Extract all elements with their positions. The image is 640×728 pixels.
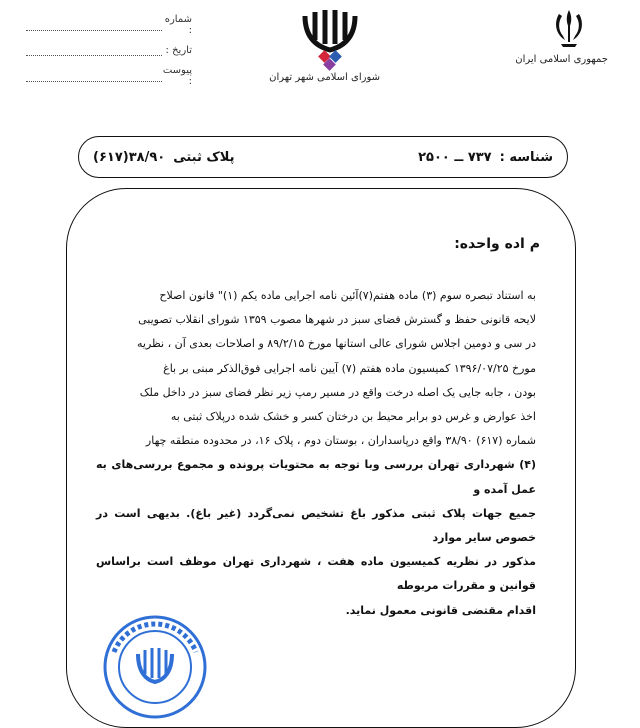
iran-emblem	[515, 6, 608, 76]
body-line: اخذ عوارض و غرس دو برابر محیط بن درختان کسر و خشک شده درپلاک ثبتی به	[170, 410, 536, 424]
meta-number-field	[26, 20, 162, 31]
document-heading: م اده واحده:	[454, 236, 540, 252]
plate-value: ۳۸/۹۰(۶۱۷)	[93, 149, 166, 165]
iran-emblem-icon	[549, 6, 589, 50]
meta-number-label: شماره :	[164, 14, 192, 36]
body-line-bold: جمیع جهات پلاک ثبتی مذکور باغ تشخیص نمی‌گردد (غیر باغ). بدیهی است در خصوص سایر موارد	[96, 506, 536, 545]
meta-date-field	[26, 45, 162, 56]
plate-group	[93, 150, 234, 165]
body-line: لایحه قانونی حفظ و گسترش فضای سبز در شهرها مصوب ۱۳۵۹ شورای انقلاب تصویبی	[138, 313, 536, 327]
tehran-council-logo-icon	[285, 6, 375, 72]
plate-label: پلاک ثبتی	[173, 149, 235, 165]
emblem-caption: جمهوری اسلامی ایران	[515, 54, 608, 65]
meta-number	[22, 14, 192, 36]
meta-attachment-label: پیوست :	[162, 65, 192, 87]
body-line-bold: (۴) شهرداری تهران بررسی وبا توجه به محتویات پرونده و مجموع بررسی‌های به عمل آمده و	[96, 458, 536, 496]
body-line: در سی و دومین اجلاس شورای عالی استانها مورخ ۸۹/۲/۱۵ و اصلاحات بعدی آن ، نظریه	[136, 337, 536, 351]
meta-attachment	[22, 65, 192, 87]
council-stamp	[100, 612, 210, 722]
body-line: شماره (۶۱۷) ۳۸/۹۰ واقع درپاسداران ، بوستان دوم ، پلاک ۱۶، در محدوده منطقه چهار	[145, 434, 536, 448]
body-line: به استناد تبصره سوم (۳) ماده هفتم(۷)آئین نامه اجرایی ماده یکم (۱)" قانون اصلاح	[159, 289, 536, 302]
meta-attachment-field	[26, 71, 162, 82]
body-line: مورخ ۱۳۹۶/۰۷/۲۵ کمیسیون ماده هفتم (۷) آیین نامه اجرایی فوق‌الذکر مبنی بر باغ	[163, 361, 536, 375]
council-stamp-icon	[100, 612, 210, 722]
id-bar	[78, 136, 568, 178]
council-caption: شورای اسلامی شهر تهران	[269, 72, 380, 83]
tehran-council-logo	[269, 6, 380, 96]
body-line-bold: مذکور در نظریه کمیسیون ماده هفت ، شهرداری تهران موظف است براساس قوانین و مقررات مربوطه	[96, 555, 536, 593]
letter-meta	[22, 14, 192, 96]
meta-date-label: تاریخ :	[165, 45, 192, 56]
body-line: بودن ، جابه جایی یک اصله درخت واقع در مسیر رمپ زیر نظر فضای سبز در داخل ملک	[139, 385, 536, 399]
id-group	[418, 150, 553, 165]
id-value: ۷۳۷ ــ ۲۵۰۰	[418, 149, 492, 165]
document-body	[96, 284, 536, 623]
meta-date	[22, 45, 192, 56]
body-line-bold: اقدام مقتضی قانونی معمول نماید.	[345, 603, 536, 617]
id-label: شناسه :	[499, 149, 553, 165]
